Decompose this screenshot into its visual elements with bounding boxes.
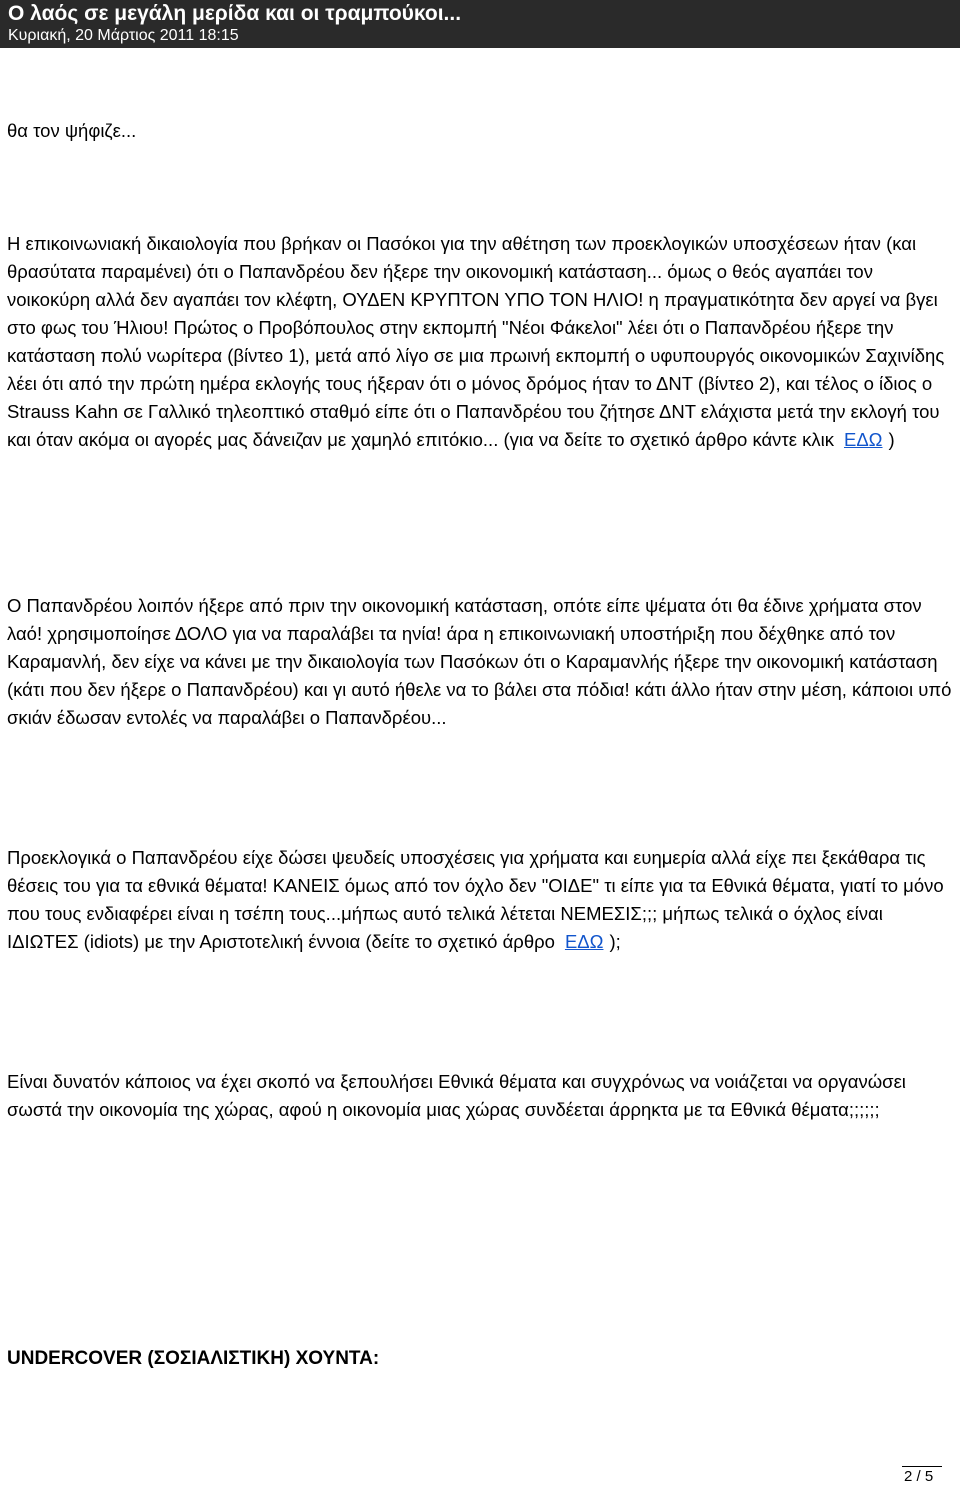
paragraph-intro: θα τον ψήφιζε... xyxy=(7,120,137,141)
paragraph-2 xyxy=(7,230,952,454)
here-link-2[interactable]: ΕΔΩ xyxy=(564,931,604,952)
article-date: Κυριακή, 20 Μάρτιος 2011 18:15 xyxy=(8,27,239,44)
page-header xyxy=(0,0,960,48)
paragraph-3: Ο Παπανδρέου λοιπόν ήξερε από πριν την οικονομική κατάσταση, οπότε είπε ψέματα ότι θα έδινε χρήματα στον λαό! χρησιμοποίησε ΔΟΛΟ για να παραλάβει τα ηνία! άρα η επικοινωνιακή υποστήριξη που δέχθηκε από τον Καραμανλή, δεν είχε να κάνει με την δικαιολογία των Πασόκων ότι ο Καραμανλής ήξερε την οικονομική κατάσταση (κάτι που δεν ήξερε ο Παπανδρέου) και γι αυτό ήθελε να το βάλει στα πόδια! κάτι άλλο ήταν στην μέση, κάποιοι υπό σκιάν έδωσαν εντολές να παραλάβει ο Παπανδρέου... xyxy=(7,595,952,728)
article-title: Ο λαός σε μεγάλη μερίδα και οι τραμπούκοι... xyxy=(8,2,462,25)
paragraph-2-end: ) xyxy=(888,429,895,450)
section-heading: UNDERCOVER (ΣΟΣΙΑΛΙΣΤΙΚΗ) ΧΟΥΝΤΑ: xyxy=(7,1348,380,1369)
paragraph-2-text: Η επικοινωνιακή δικαιολογία που βρήκαν οι Πασόκοι για την αθέτηση των προεκλογικών υποσχέσεων ήταν (και θρασύτατα παραμένει) ότι ο Παπανδρέου δεν ήξερε την οικονομική κατάσταση... όμως ο θεός αγαπάει τον νοικοκύρη αλλά δεν αγαπάει τον κλέφτη, ΟΥΔΕΝ ΚΡΥΠΤΟΝ ΥΠΟ ΤΟΝ ΗΛΙΟ! η πραγματικότητα δεν αργεί να βγει στο φως του Ήλιου! Πρώτος ο Προβόπουλος στην εκπομπή "Νέοι Φάκελοι" λέει ότι ο Παπανδρέου ήξερε την κατάσταση πολύ νωρίτερα (βίντεο 1), μετά από λίγο σε μια πρωινή εκπομπή ο υφυπουργός οικονομικών Σαχινίδης λέει ότι από την πρώτη ημέρα εκλογής τους ήξεραν ότι ο μόνος δρόμος ήταν το ΔΝΤ (βίντεο 2), και τέλος ο ίδιος ο Strauss Kahn σε Γαλλικό τηλεοπτικό σταθμό είπε ότι ο Παπανδρέου του ζήτησε ΔΝΤ ελάχιστα μετά την εκλογή του και όταν ακόμα οι αγορές μας δάνειζαν με χαμηλό επιτόκιο... (για να δείτε το σχετικό άρθρο κάντε κλικ xyxy=(7,233,945,450)
paragraph-4 xyxy=(7,844,952,956)
page-number: 2 / 5 xyxy=(904,1468,934,1485)
paragraph-5: Είναι δυνατόν κάποιος να έχει σκοπό να ξεπουλήσει Εθνικά θέματα και συγχρόνως να νοιάζεται να οργανώσει σωστά την οικονομία της χώρας, αφού η οικονομία μιας χώρας συνδέεται άρρηκτα με τα Εθνικά θέματα;;;;;; xyxy=(7,1071,906,1120)
paragraph-4-text: Προεκλογικά ο Παπανδρέου είχε δώσει ψευδείς υποσχέσεις για χρήματα και ευημερία αλλά είχε πει ξεκάθαρα τις θέσεις του για τα εθνικά θέματα! ΚΑΝΕΙΣ όμως από τον όχλο δεν "ΟΙΔΕ" τι είπε για τα Εθνικά θέματα, γιατί το μόνο που τους ενδιαφέρει είναι η τσέπη τους...μήπως αυτό τελικά λέτεται ΝΕΜΕΣΙΣ;;; μήπως τελικά ο όχλος είναι ΙΔΙΩΤΕΣ (idiots) με την Αριστοτελική έννοια (δείτε το σχετικό άρθρο xyxy=(7,847,944,952)
footer-divider xyxy=(902,1466,942,1467)
here-link-1[interactable]: ΕΔΩ xyxy=(843,429,883,450)
paragraph-4-end: ); xyxy=(609,931,621,952)
